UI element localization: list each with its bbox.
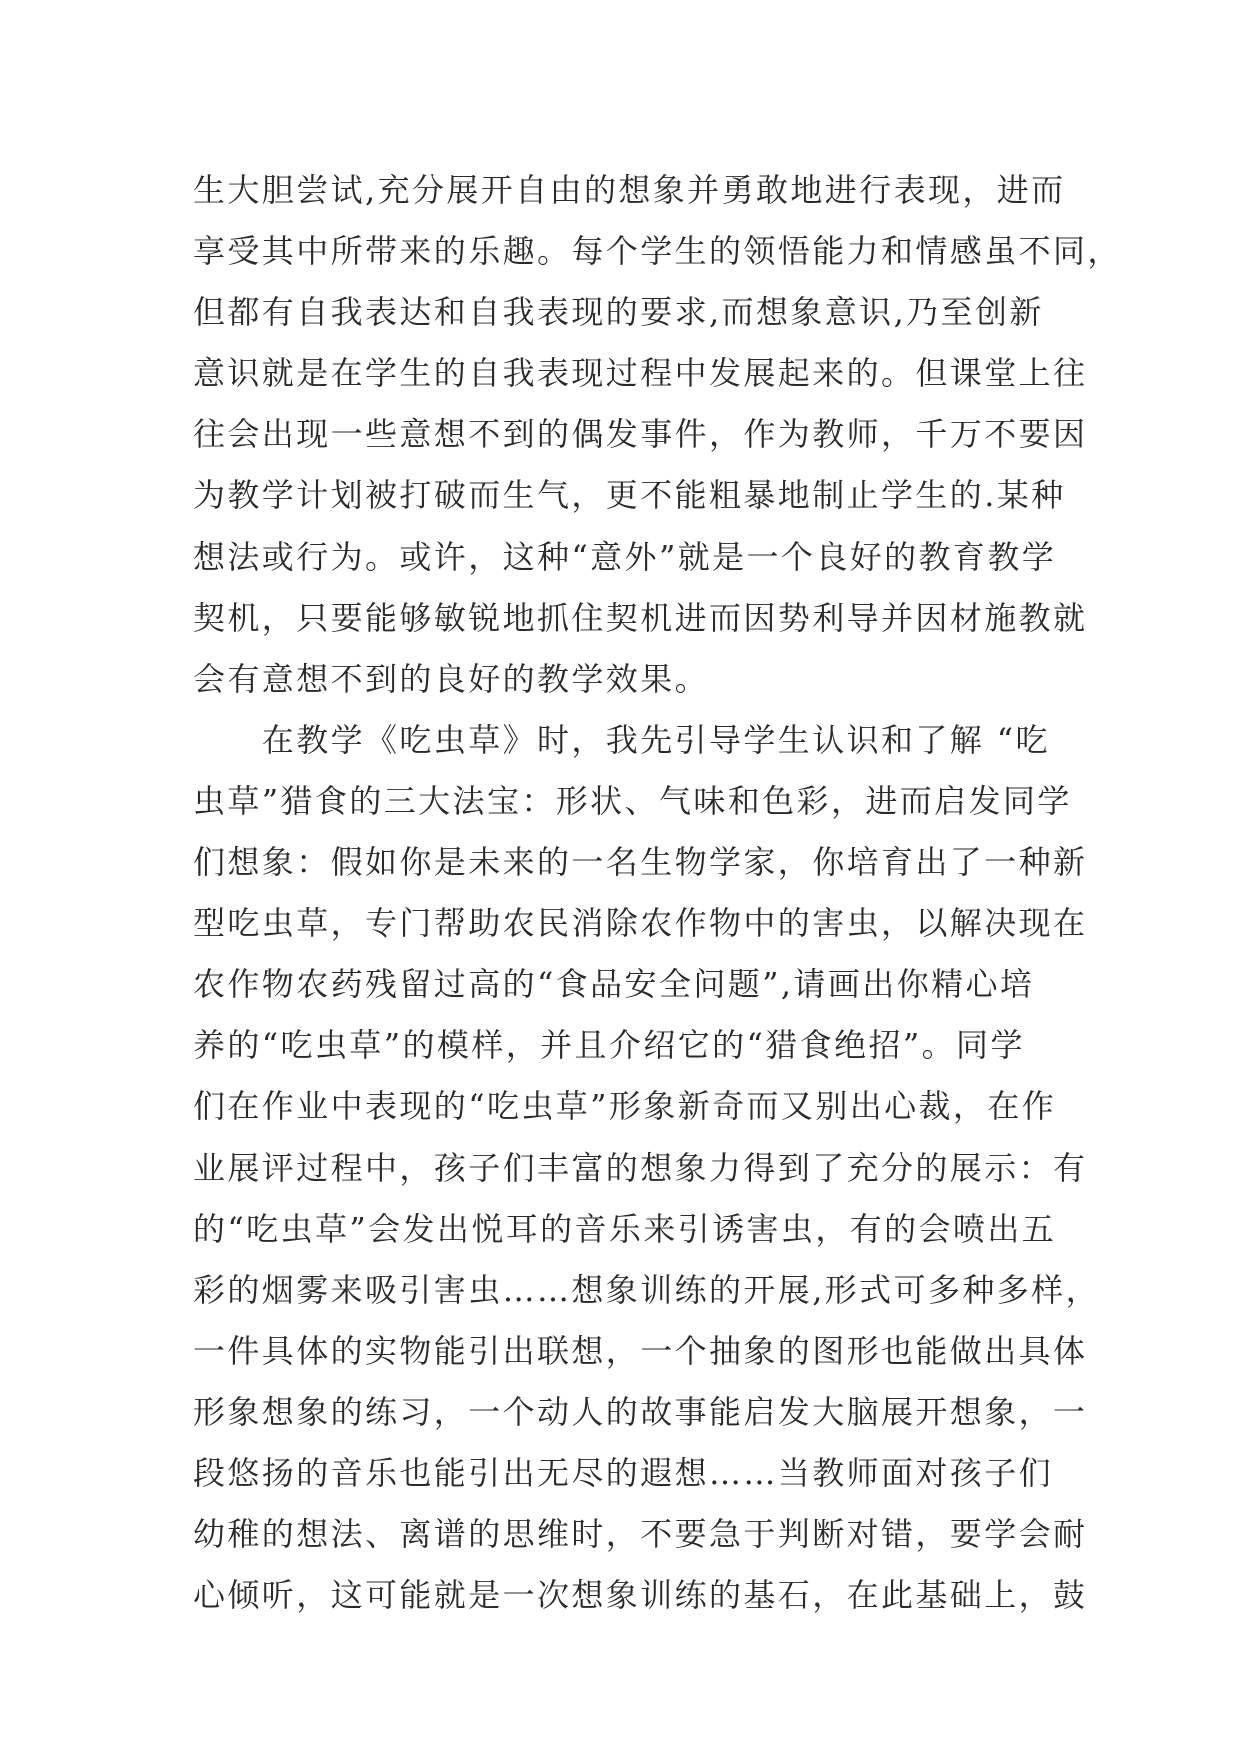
text-line: 们在作业中表现的“吃虫草”形象新奇而又别出心裁，在作 [193,1087,1057,1126]
text-line: 段悠扬的音乐也能引出无尽的遐想……当教师面对孩子们 [193,1453,1054,1492]
text-line: 在教学《吃虫草》时，我先引导学生认识和了解 “吃 [193,720,1050,759]
text-line: 往会出现一些意想不到的偶发事件，作为教师，千万不要因 [193,415,1088,454]
text-line: 彩的烟雾来吸引害虫……想象训练的开展,形式可多种多样， [193,1270,1100,1309]
text-line: 业展评过程中，孩子们丰富的想象力得到了充分的展示：有 [193,1148,1088,1187]
text-line: 为教学计划被打破而生气，更不能粗暴地制止学生的.某种 [193,476,1066,515]
text-line: 生大胆尝试,充分展开自由的想象并勇敢地进行表现，进而 [193,171,1066,209]
text-line: 们想象：假如你是未来的一名生物学家，你培育出了一种新 [193,843,1088,882]
body-text [193,160,1122,1626]
text-line: 形象想象的练习，一个动人的故事能启发大脑展开想象，一 [193,1392,1088,1431]
text-line: 型吃虫草，专门帮助农民消除农作物中的害虫，以解决现在 [193,904,1088,943]
text-line: 一件具体的实物能引出联想，一个抽象的图形也能做出具体 [193,1331,1088,1370]
text-line: 会有意想不到的良好的教学效果。 [193,659,710,698]
text-line: 心倾听，这可能就是一次想象训练的基石，在此基础上，鼓 [193,1576,1088,1615]
text-line: 的“吃虫草”会发出悦耳的音乐来引诱害虫，有的会喷出五 [193,1209,1057,1248]
text-line: 虫草”猎食的三大法宝：形状、气味和色彩，进而启发同学 [193,781,1072,820]
text-line: 但都有自我表达和自我表现的要求,而想象意识,乃至创新 [193,293,1044,332]
text-line: 养的“吃虫草”的模样，并且介绍它的“猎食绝招”。同学 [193,1026,1025,1065]
text-line: 想法或行为。或许，这种“意外”就是一个良好的教育教学 [193,537,1057,576]
text-line: 农作物农药残留过高的“食品安全问题”,请画出你精心培 [193,965,1035,1004]
text-line: 契机，只要能够敏锐地抓住契机进而因势利导并因材施教就 [193,598,1088,637]
text-line: 幼稚的想法、离谱的思维时，不要急于判断对错，要学会耐 [193,1515,1088,1554]
text-line: 享受其中所带来的乐趣。每个学生的领悟能力和情感虽不同， [193,232,1122,271]
text-line: 意识就是在学生的自我表现过程中发展起来的。但课堂上往 [193,354,1088,393]
